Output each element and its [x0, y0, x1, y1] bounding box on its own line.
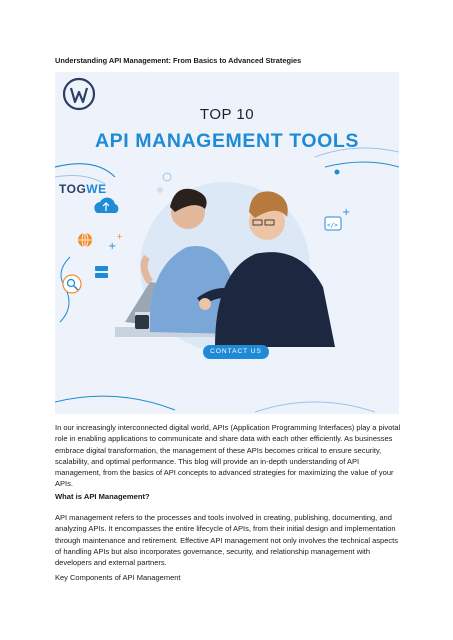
dot-decoration — [335, 170, 340, 175]
code-icon — [325, 217, 341, 230]
banner-kicker: TOP 10 — [199, 106, 255, 123]
swoosh-decoration — [55, 396, 175, 410]
brand-prefix: TOG — [59, 182, 87, 196]
server-icon — [95, 266, 108, 278]
document-title: Understanding API Management: From Basics to Advanced Strategies — [55, 56, 302, 65]
search-icon — [63, 275, 81, 293]
plus-icon: + — [116, 232, 123, 241]
banner-image — [55, 72, 399, 414]
section-heading: What is API Management? — [55, 492, 150, 501]
section-paragraph: API management refers to the processes and tools involved in creating, publishing, documenting, and analyzing APIs. It encompasses the entire lifecycle of APIs, from their initial design and implementation through maintenance and retirement. Effective API management not only involves the technical aspects of handling APIs but also incorporates governance, security, and relationship management with developers and external partners. — [55, 513, 398, 568]
dot-decoration — [157, 187, 163, 193]
plus-icon: + — [108, 241, 117, 252]
team-photo-illustration — [115, 182, 335, 352]
globe-icon — [78, 233, 92, 247]
cloud-upload-icon — [94, 198, 118, 213]
logo-mark-icon — [64, 79, 94, 109]
plus-icon: + — [342, 207, 351, 218]
brand-wordmark — [59, 182, 107, 196]
swoosh-decoration — [255, 402, 375, 412]
swoosh-decoration — [55, 164, 115, 177]
banner-artwork — [55, 72, 399, 414]
subheading: Key Components of API Management — [55, 573, 181, 582]
banner-headline: API MANAGEMENT TOOLS — [94, 130, 360, 152]
ring-decoration — [163, 173, 171, 181]
swoosh-decoration — [325, 162, 399, 167]
intro-paragraph: In our increasingly interconnected digital world, APIs (Application Programming Interfaces) play a pivotal role in enabling applications to communicate and share data with each other efficiently. As businesses embrace digital transformation, the management of these APIs becomes critical to ensure security, scalability, and optimal performance. This blog will provide an in-depth understanding of API management, from the basics of API concepts to advanced strategies for maximizing the value of your APIs. — [55, 423, 401, 489]
svg-text:</>: </> — [327, 222, 338, 229]
brand-suffix: WE — [86, 182, 107, 196]
contact-us-button[interactable]: CONTACT US — [203, 345, 269, 359]
